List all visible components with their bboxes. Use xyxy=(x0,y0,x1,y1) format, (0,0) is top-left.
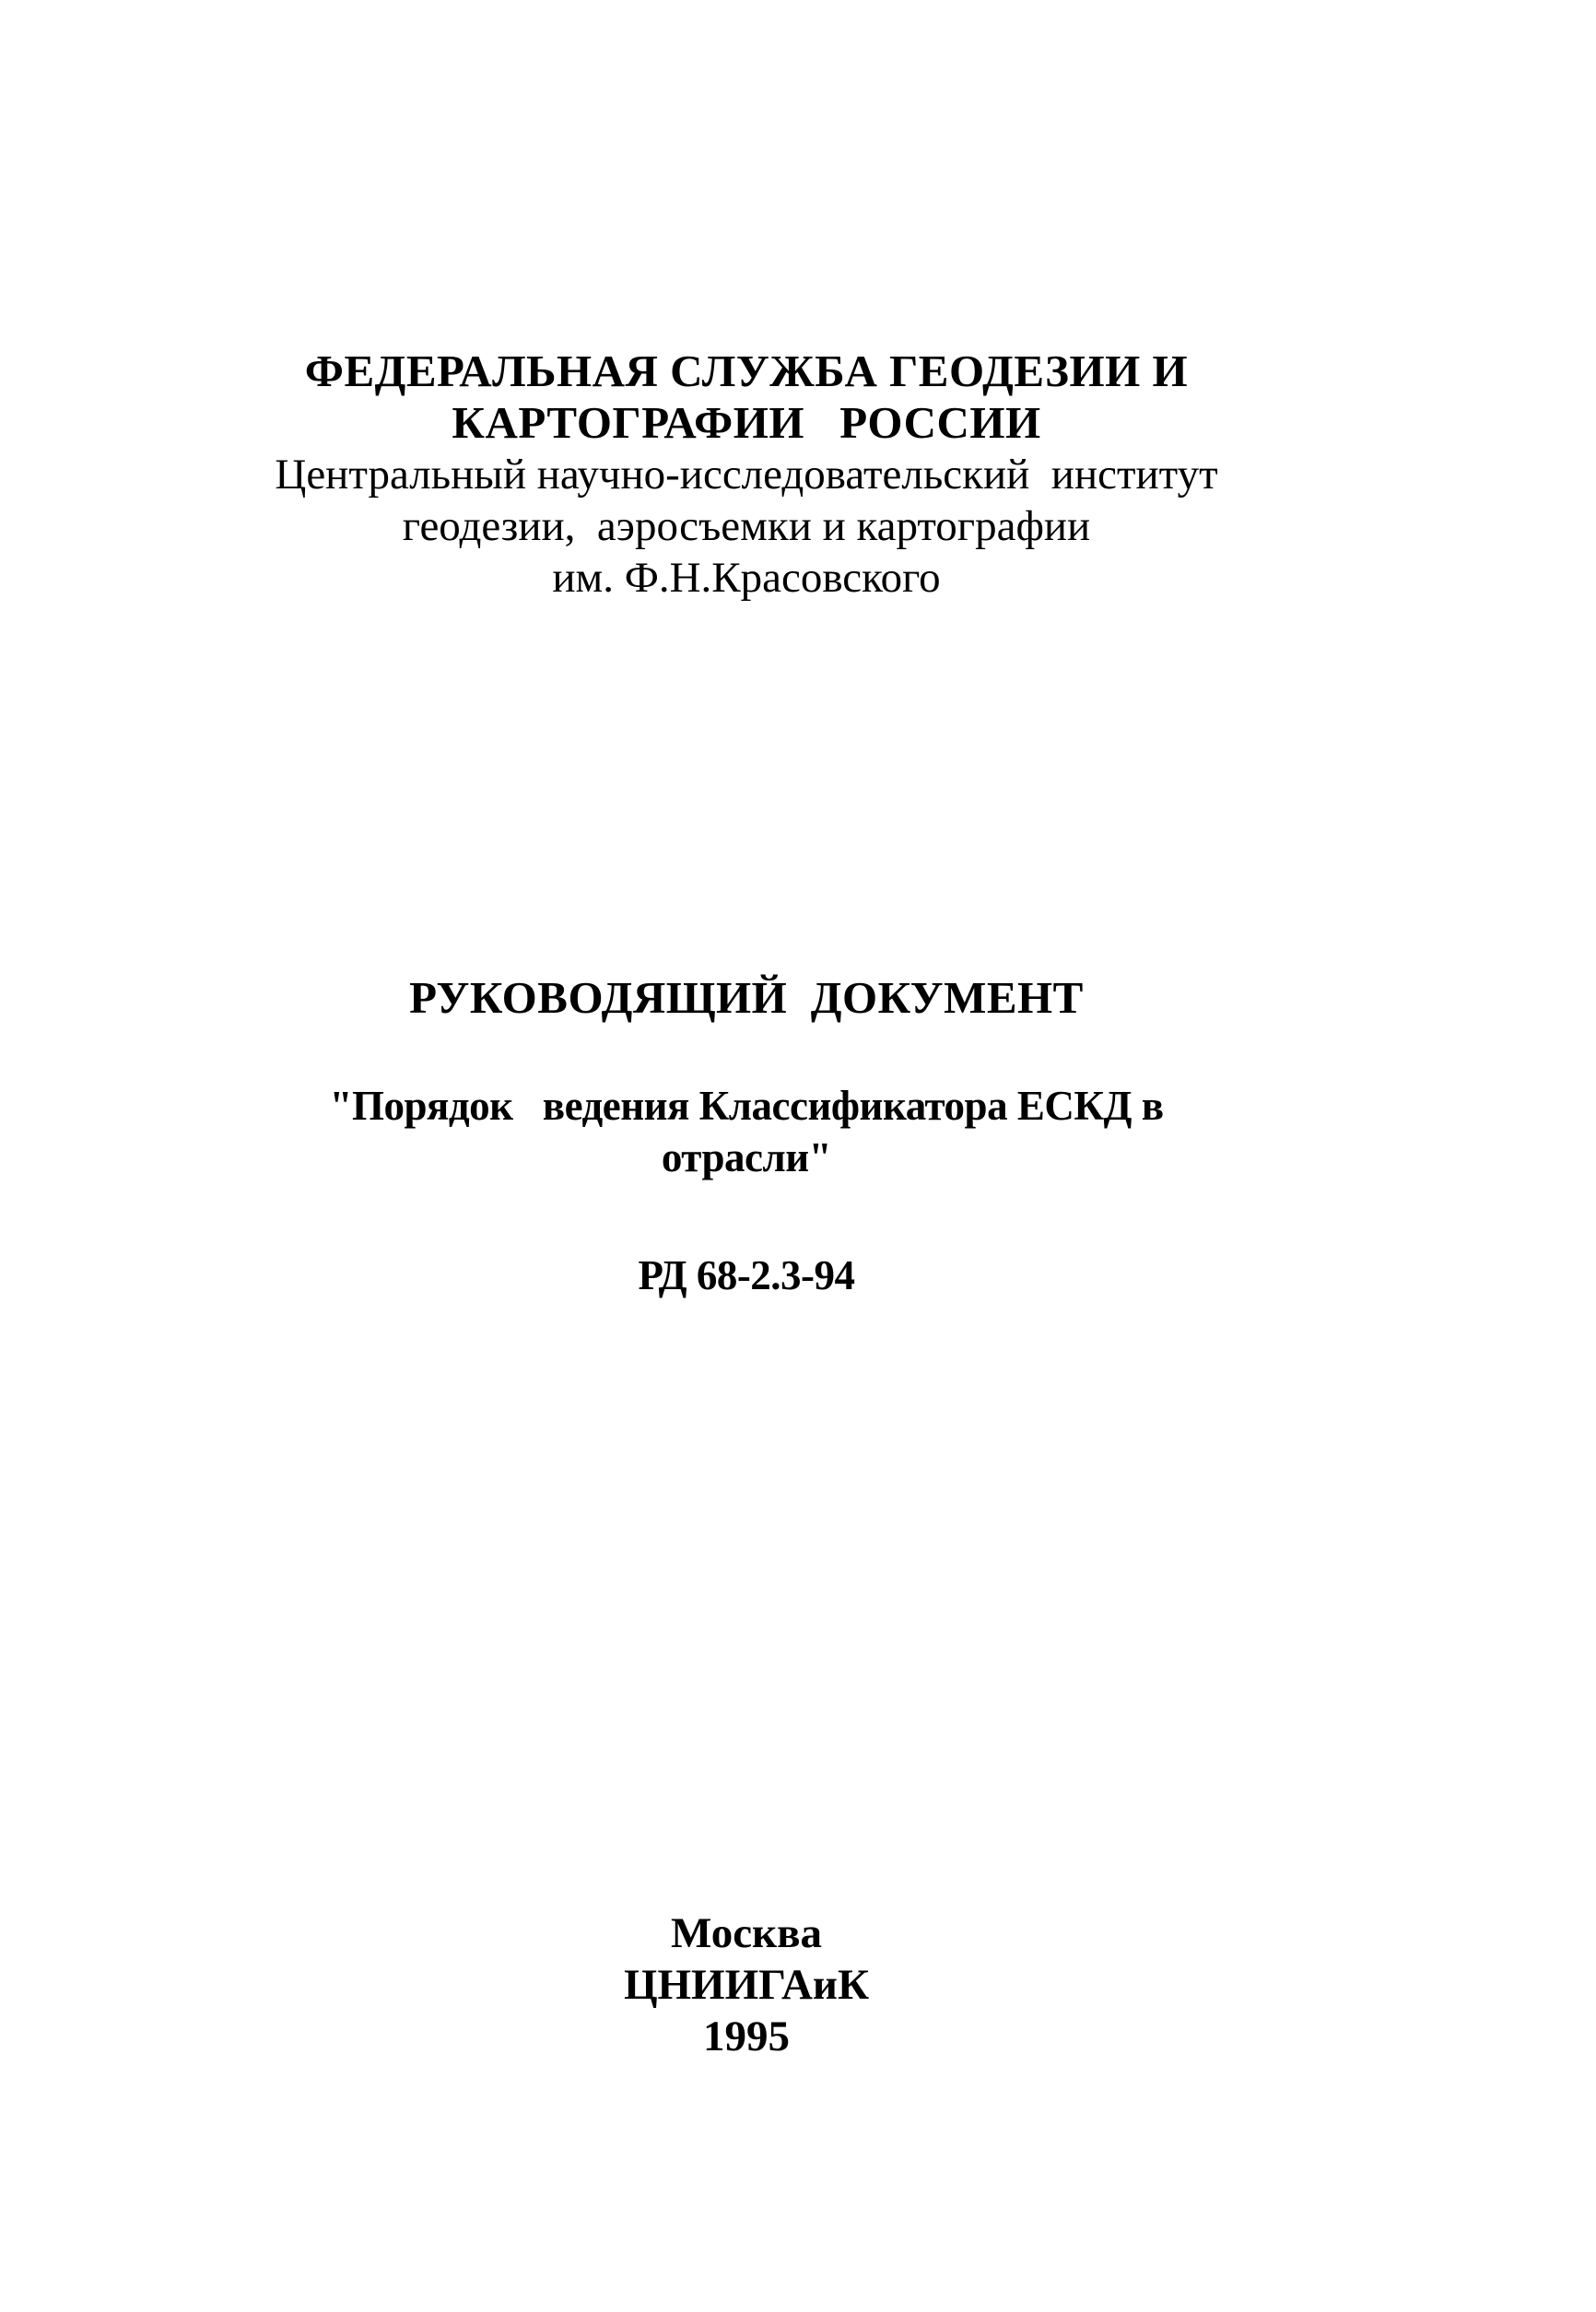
institute-name-line2: геодезии, аэросъемки и картографии xyxy=(402,502,1091,550)
document-code-label: РД 68-2.3-94 xyxy=(638,1252,855,1298)
document-type xyxy=(0,972,1493,1024)
institute-name-line3: им. Ф.Н.Красовского xyxy=(552,554,941,602)
imprint-city: Москва xyxy=(670,1909,823,1957)
imprint xyxy=(0,1907,1493,2062)
agency-name-line2: КАРТОГРАФИИ РОССИИ xyxy=(452,397,1041,448)
institute-name-line1: Центральный научно-исследовательский институт xyxy=(275,451,1218,499)
imprint-year: 1995 xyxy=(703,2013,790,2060)
document-title-line2: отрасли" xyxy=(661,1134,832,1180)
document-title-line1: "Порядок ведения Классификатора ЕСКД в xyxy=(329,1083,1164,1129)
document-title xyxy=(0,1080,1493,1183)
agency-name-line1: ФЕДЕРАЛЬНАЯ СЛУЖБА ГЕОДЕЗИИ И xyxy=(304,346,1189,396)
organization-header xyxy=(0,346,1493,604)
imprint-publisher: ЦНИИГАиК xyxy=(623,1961,870,2009)
document-code xyxy=(0,1250,1493,1301)
document-type-label: РУКОВОДЯЩИЙ ДОКУМЕНТ xyxy=(409,972,1084,1023)
